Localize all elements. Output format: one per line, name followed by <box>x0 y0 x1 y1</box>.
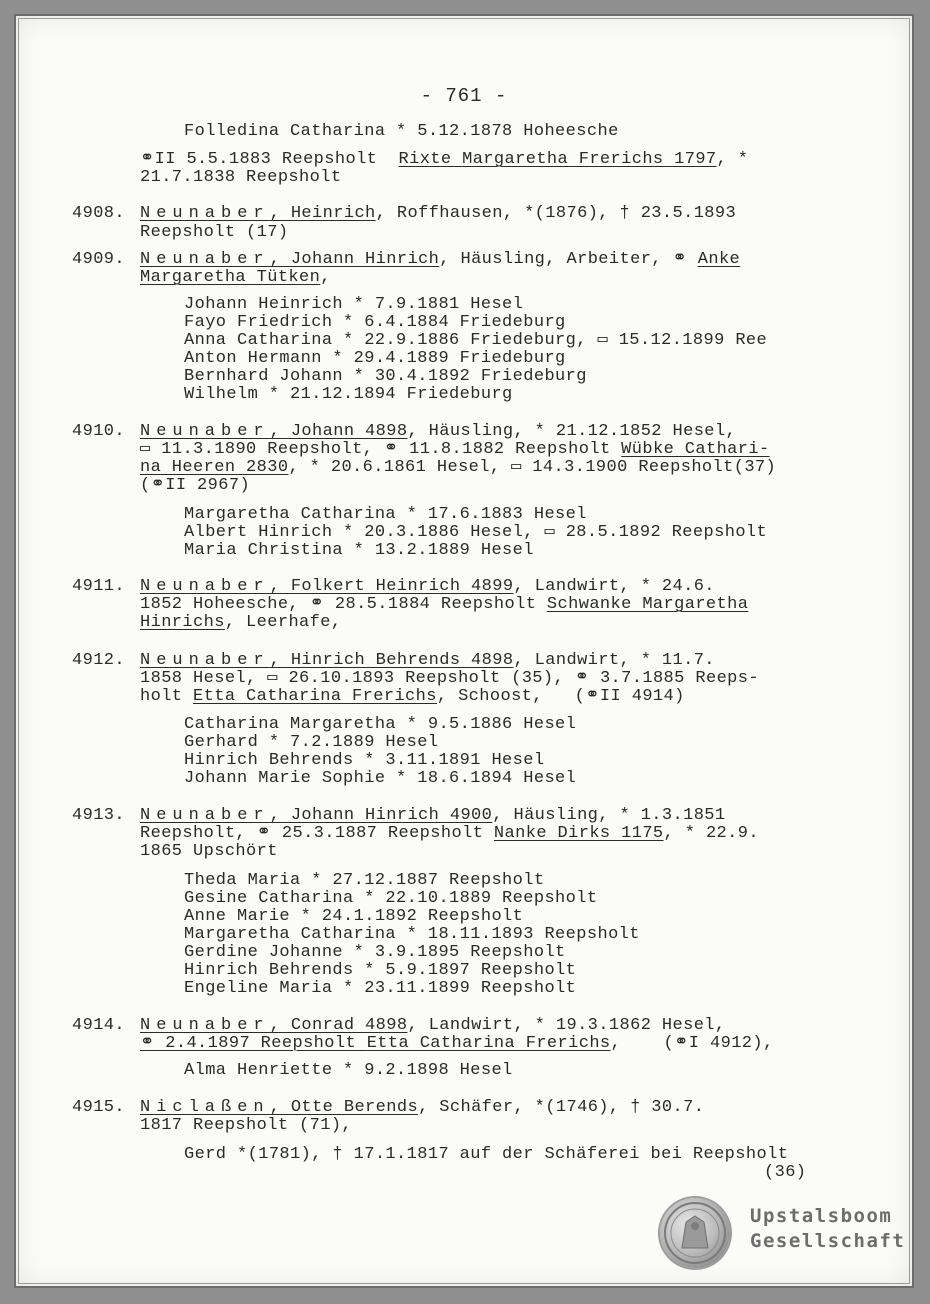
entry-number: 4913. <box>72 806 126 825</box>
child-line: Johann Heinrich * 7.9.1881 Hesel <box>184 295 524 314</box>
entry-line: holt Etta Catharina Frerichs, Schoost, (⚭II 4914) <box>140 687 685 706</box>
entry-line: Hinrichs, Leerhafe, <box>140 613 342 632</box>
document-page <box>14 14 914 1288</box>
child-line: Anton Hermann * 29.4.1889 Friedeburg <box>184 349 566 368</box>
page-number: - 761 - <box>420 85 508 107</box>
society-logo <box>660 1198 910 1268</box>
child-line: Albert Hinrich * 20.3.1886 Hesel, ▭ 28.5.1892 Reepsholt <box>184 523 768 542</box>
entry-number: 4912. <box>72 651 126 670</box>
entry-line: ⚭ 2.4.1897 Reepsholt Etta Catharina Frerichs, (⚭I 4912), <box>140 1034 774 1053</box>
entry-line: Neunaber, Johann Hinrich, Häusling, Arbeiter, ⚭ Anke <box>140 250 741 269</box>
child-line: Catharina Margaretha * 9.5.1886 Hesel <box>184 715 577 734</box>
entry-line: 1865 Upschört <box>140 842 278 861</box>
entry-number: 4909. <box>72 250 126 269</box>
entry-line: 1852 Hoheesche, ⚭ 28.5.1884 Reepsholt Schwanke Margaretha <box>140 595 749 614</box>
entry-line: Niclaßen, Otte Berends, Schäfer, *(1746), † 30.7. <box>140 1098 705 1117</box>
seal-icon <box>660 1198 730 1268</box>
child-line: Fayo Friedrich * 6.4.1884 Friedeburg <box>184 313 566 332</box>
child-line: Johann Marie Sophie * 18.6.1894 Hesel <box>184 769 577 788</box>
entry-line: 1858 Hesel, ▭ 26.10.1893 Reepsholt (35), ⚭ 3.7.1885 Reeps- <box>140 669 759 688</box>
child-line: Gerd *(1781), † 17.1.1817 auf der Schäferei bei Reepsholt <box>184 1145 789 1164</box>
entry-line: na Heeren 2830, * 20.6.1861 Hesel, ▭ 14.3.1900 Reepsholt(37) <box>140 458 777 477</box>
entry-line: Reepsholt, ⚭ 25.3.1887 Reepsholt Nanke Dirks 1175, * 22.9. <box>140 824 759 843</box>
child-line: Margaretha Catharina * 17.6.1883 Hesel <box>184 505 587 524</box>
entry-line: Neunaber, Johann Hinrich 4900, Häusling, * 1.3.1851 <box>140 806 726 825</box>
child-line: Gesine Catharina * 22.10.1889 Reepsholt <box>184 889 598 908</box>
child-line: Folledina Catharina * 5.12.1878 Hoheesche <box>184 122 619 141</box>
child-line: Engeline Maria * 23.11.1899 Reepsholt <box>184 979 577 998</box>
entry-line: Neunaber, Folkert Heinrich 4899, Landwirt, * 24.6. <box>140 577 715 596</box>
child-line: Wilhelm * 21.12.1894 Friedeburg <box>184 385 513 404</box>
entry-line: (⚭II 2967) <box>140 476 251 495</box>
age-note: (36) <box>764 1163 807 1182</box>
child-line: Gerhard * 7.2.1889 Hesel <box>184 733 439 752</box>
child-line: Margaretha Catharina * 18.11.1893 Reepsholt <box>184 925 640 944</box>
logo-text: Upstalsboom Gesellschaft <box>750 1205 906 1252</box>
entry-line: Margaretha Tütken, <box>140 268 331 287</box>
entry-line: Neunaber, Heinrich, Roffhausen, *(1876), † 23.5.1893 <box>140 204 737 223</box>
child-line: Gerdine Johanne * 3.9.1895 Reepsholt <box>184 943 566 962</box>
entry-number: 4914. <box>72 1016 126 1035</box>
entry-line: Neunaber, Hinrich Behrends 4898, Landwirt, * 11.7. <box>140 651 715 670</box>
child-line: Hinrich Behrends * 3.11.1891 Hesel <box>184 751 545 770</box>
child-line: Anne Marie * 24.1.1892 Reepsholt <box>184 907 524 926</box>
entry-line: ⚭II 5.5.1883 Reepsholt Rixte Margaretha Frerichs 1797, * <box>140 150 749 169</box>
entry-number: 4911. <box>72 577 126 596</box>
entry-number: 4910. <box>72 422 126 441</box>
entry-line: 1817 Reepsholt (71), <box>140 1116 353 1135</box>
entry-number: 4908. <box>72 204 126 223</box>
child-line: Anna Catharina * 22.9.1886 Friedeburg, ▭ 15.12.1899 Ree <box>184 331 768 350</box>
entry-line: Neunaber, Johann 4898, Häusling, * 21.12.1852 Hesel, <box>140 422 737 441</box>
entry-line: Neunaber, Conrad 4898, Landwirt, * 19.3.1862 Hesel, <box>140 1016 726 1035</box>
entry-line: 21.7.1838 Reepsholt <box>140 168 342 187</box>
child-line: Maria Christina * 13.2.1889 Hesel <box>184 541 534 560</box>
child-line: Alma Henriette * 9.2.1898 Hesel <box>184 1061 513 1080</box>
child-line: Hinrich Behrends * 5.9.1897 Reepsholt <box>184 961 577 980</box>
entry-line: ▭ 11.3.1890 Reepsholt, ⚭ 11.8.1882 Reepsholt Wübke Cathari- <box>140 440 770 459</box>
entry-line: Reepsholt (17) <box>140 223 289 242</box>
entry-number: 4915. <box>72 1098 126 1117</box>
child-line: Bernhard Johann * 30.4.1892 Friedeburg <box>184 367 587 386</box>
child-line: Theda Maria * 27.12.1887 Reepsholt <box>184 871 545 890</box>
